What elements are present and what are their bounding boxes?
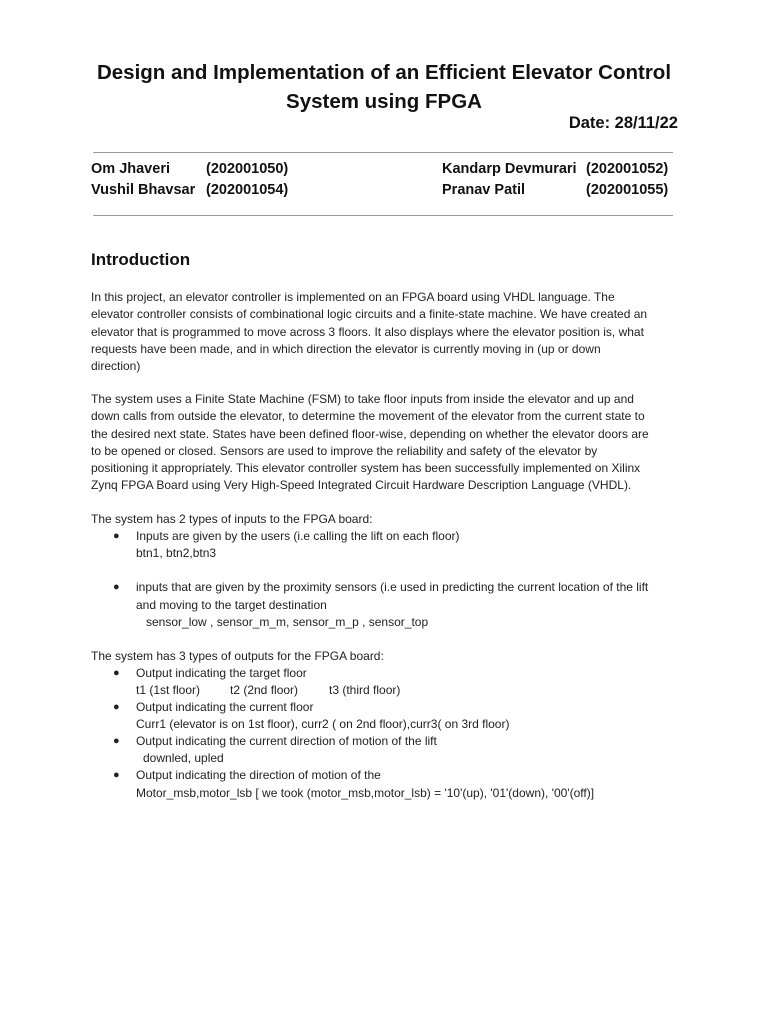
author-name: Om Jhaveri bbox=[91, 161, 170, 177]
paragraph-line: In this project, an elevator controller is implemented on an FPGA board using VHDL language. The bbox=[91, 290, 615, 304]
list-item-detail: t1 (1st floor) bbox=[136, 683, 201, 697]
paragraph-line: to be opened or closed. Sensors are used to improve the reliability and safety of the elevator by bbox=[91, 443, 598, 458]
author-id: (202001055) bbox=[586, 182, 669, 198]
paragraph-line: elevator controller consists of combinational logic circuits and a finite-state machine. We have created an bbox=[91, 307, 648, 322]
bullet-icon: ● bbox=[113, 667, 120, 679]
list-item: Output indicating the target floor bbox=[136, 666, 307, 680]
author-id: (202001054) bbox=[206, 182, 289, 198]
paragraph-line: The system uses a Finite State Machine (FSM) to take floor inputs from inside the elevator and up and bbox=[91, 392, 634, 406]
bullet-icon: ● bbox=[113, 701, 120, 713]
list-item-detail: btn1, btn2,btn3 bbox=[136, 546, 217, 560]
list-item-continued: and moving to the target destination bbox=[136, 598, 327, 612]
list-item: inputs that are given by the proximity sensors (i.e used in predicting the current location of the lift bbox=[136, 580, 649, 594]
bullet-icon: ● bbox=[113, 769, 120, 781]
bullet-icon: ● bbox=[113, 735, 120, 747]
author-name: Pranav Patil bbox=[442, 182, 526, 198]
document-date: Date: 28/11/22 bbox=[568, 114, 678, 132]
list-item-detail: sensor_low , sensor_m_m, sensor_m_p , sensor_top bbox=[146, 615, 429, 629]
list-item: Output indicating the current direction of motion of the lift bbox=[136, 734, 437, 748]
paragraph-line: direction) bbox=[91, 359, 141, 374]
intro-paragraph-2 bbox=[91, 391, 691, 495]
paragraph-line: requests have been made, and in which direction the elevator is currently moving in (up or down bbox=[91, 341, 601, 356]
list-item-detail: Motor_msb,motor_lsb [ we took (motor_msb,motor_lsb) = '10'(up), '01'(down), '00'(off)] bbox=[136, 786, 595, 800]
list-item-detail: t2 (2nd floor) bbox=[230, 683, 299, 697]
paragraph-line: positioning it appropriately. This elevator controller system has been successfully implemented on Xilinx bbox=[91, 461, 641, 476]
list-item-detail: t3 (third floor) bbox=[329, 683, 401, 697]
section-heading: Introduction bbox=[91, 250, 191, 269]
intro-paragraph-1 bbox=[91, 289, 691, 375]
list-item: Output indicating the current floor bbox=[136, 700, 314, 714]
author-name: Kandarp Devmurari bbox=[442, 161, 577, 177]
bullet-icon: ● bbox=[113, 581, 120, 593]
title-line-2: System using FPGA bbox=[286, 90, 482, 113]
bullet-icon: ● bbox=[113, 530, 120, 542]
title-line-1: Design and Implementation of an Efficient Elevator Control bbox=[96, 61, 672, 84]
outputs-intro: The system has 3 types of outputs for the FPGA board: bbox=[91, 649, 384, 663]
paragraph-line: Zynq FPGA Board using Very High-Speed Integrated Circuit Hardware Description Language (VHDL). bbox=[91, 478, 632, 493]
author-id: (202001050) bbox=[206, 161, 289, 177]
author-id: (202001052) bbox=[586, 161, 669, 177]
list-item-detail: Curr1 (elevator is on 1st floor), curr2 ( on 2nd floor),curr3( on 3rd floor) bbox=[136, 717, 510, 731]
author-name: Vushil Bhavsar bbox=[91, 182, 196, 198]
divider-bottom bbox=[93, 215, 673, 216]
document-title bbox=[60, 58, 708, 116]
list-item-detail: downled, upled bbox=[143, 751, 224, 765]
paragraph-line: the desired next state. States have been defined floor-wise, depending on whether the elevator doors are bbox=[91, 426, 649, 441]
divider-top bbox=[93, 152, 673, 153]
list-item: Output indicating the direction of motion of the bbox=[136, 768, 381, 782]
list-item: Inputs are given by the users (i.e calling the lift on each floor) bbox=[136, 529, 460, 543]
paragraph-line: down calls from outside the elevator, to determine the movement of the elevator from the current state to bbox=[91, 409, 645, 424]
paragraph-line: elevator that is programmed to move across 3 floors. It also displays where the elevator position is, what bbox=[91, 324, 644, 339]
inputs-intro: The system has 2 types of inputs to the FPGA board: bbox=[91, 512, 373, 526]
